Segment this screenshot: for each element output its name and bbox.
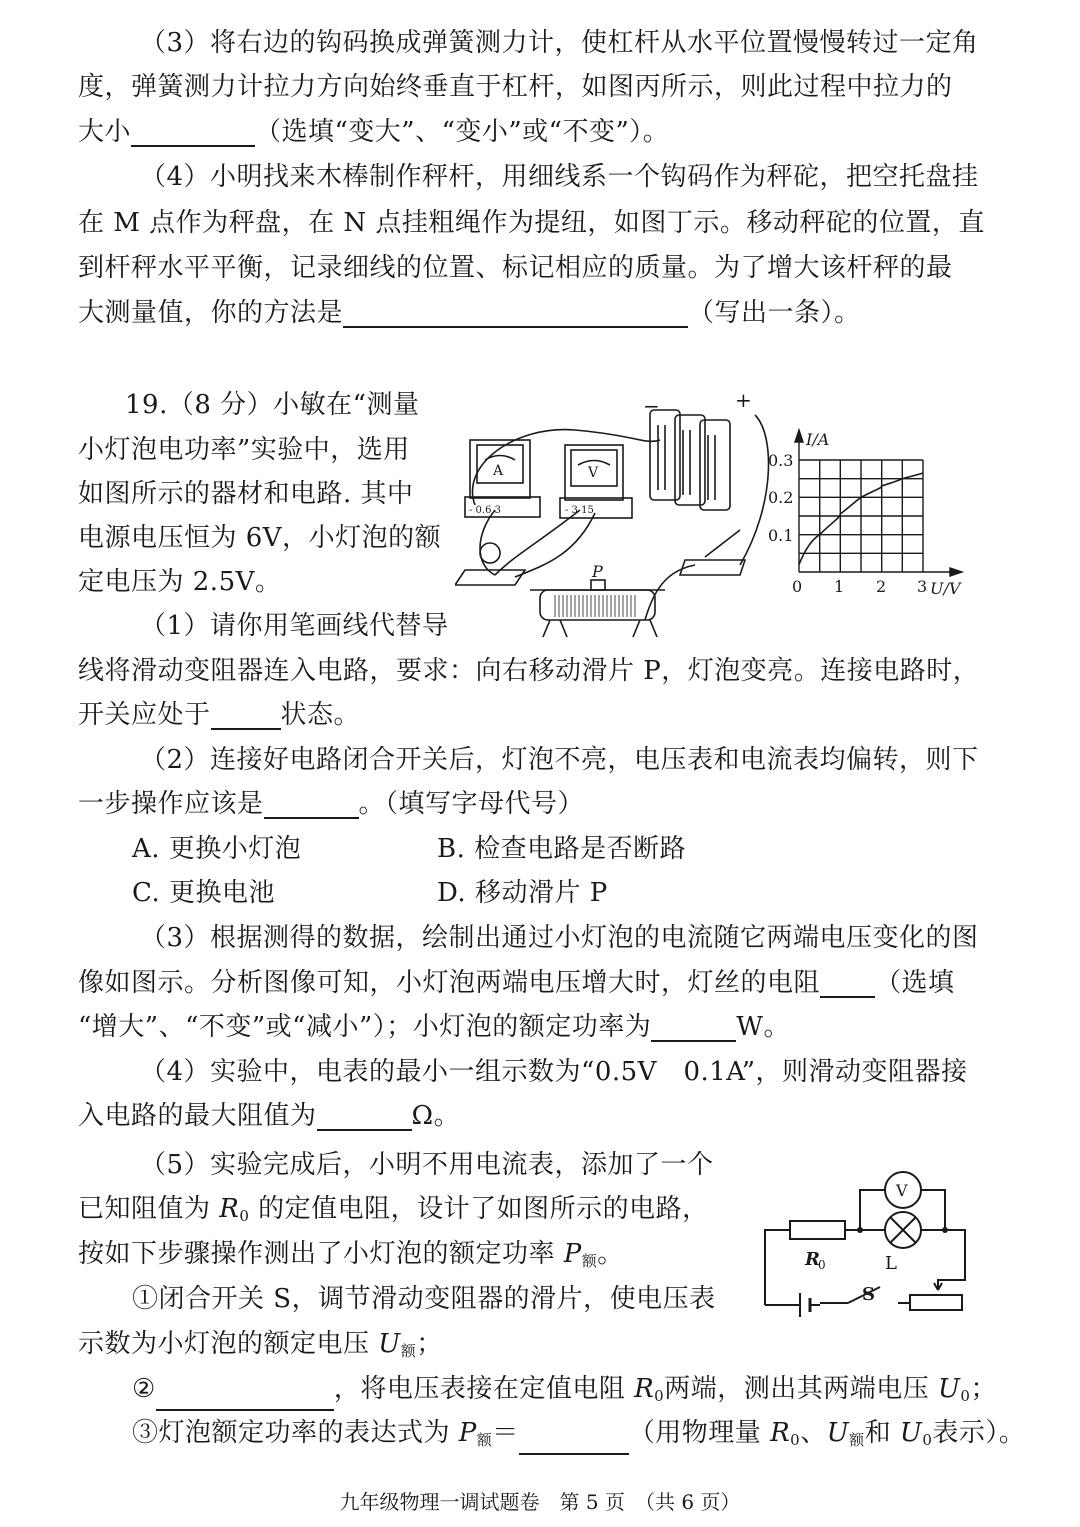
text: “增大”、“不变”或“减小”）；小灯泡的额定功率为 [78, 1012, 652, 1042]
text: （用物理量 [628, 1418, 771, 1448]
symbol-u: U [378, 1329, 401, 1359]
answer-blank[interactable] [651, 1016, 736, 1042]
subscript: 0 [239, 1207, 250, 1225]
q18-p3-line3 [78, 117, 669, 147]
answer-blank[interactable] [820, 972, 875, 998]
text: 大小 [78, 117, 132, 147]
option-c: C. 更换电池 [132, 878, 275, 908]
q19-intro-5: 定电压为 2.5V。 [78, 567, 282, 597]
x-tick: 2 [876, 577, 887, 596]
text: 表示）。 [932, 1418, 1026, 1448]
q19-p3-line1: （3）根据测得的数据，绘制出通过小灯泡的电流随它两端电压变化的图 [140, 923, 979, 953]
y-tick: 0.1 [768, 526, 794, 545]
answer-blank[interactable] [264, 793, 359, 819]
answer-blank[interactable] [519, 1429, 629, 1455]
text: 、 [800, 1418, 827, 1448]
q19-p5-step1-line2 [78, 1329, 443, 1366]
text: （选填“变大”、“变小”或“不变”）。 [255, 117, 670, 147]
q19-p5-step2 [132, 1374, 997, 1411]
circuit-diagram [760, 1165, 975, 1325]
q19-p1-line3 [78, 700, 360, 730]
symbol-r: R [219, 1194, 240, 1224]
symbol-p: P [458, 1418, 477, 1448]
symbol-u: U [826, 1418, 850, 1448]
text: 开关应处于 [78, 700, 211, 730]
lamp-label: L [885, 1253, 897, 1274]
symbol-u: U [937, 1374, 961, 1404]
text: 。 [597, 1239, 624, 1269]
subscript: 0 [960, 1387, 971, 1405]
q19-p2-line1: （2）连接好电路闭合开关后，灯泡不亮，电压表和电流表均偏转，则下 [140, 745, 979, 775]
text: 一步操作应该是 [78, 789, 264, 819]
q19-intro-1: 19.（8 分）小敏在“测量 [125, 390, 420, 420]
text: 和 [864, 1418, 900, 1448]
q19-intro-2: 小灯泡电功率”实验中，选用 [78, 435, 410, 465]
q19-p5-line3 [78, 1239, 624, 1276]
y-tick: 0.2 [768, 488, 794, 507]
answer-blank[interactable] [131, 121, 255, 147]
text: 像如图示。分析图像可知，小灯泡两端电压增大时，灯丝的电阻 [78, 968, 821, 998]
option-a: A. 更换小灯泡 [132, 834, 302, 864]
ammeter-label: A [493, 463, 504, 479]
y-axis-label: I/A [806, 430, 830, 449]
text: ，将电压表接在定值电阻 [333, 1374, 635, 1404]
subscript: 额 [476, 1431, 493, 1449]
x-tick: 0 [792, 577, 803, 596]
ammeter-terminals: - 0.6 3 [469, 505, 502, 516]
q18-p4-line2: 在 M 点作为秤盘，在 N 点挂粗绳作为提纽，如图丁示。移动秤砣的位置，直 [78, 208, 985, 238]
symbol-u: U [899, 1418, 923, 1448]
answer-blank[interactable] [343, 302, 688, 328]
q19-intro-4: 电源电压恒为 6V，小灯泡的额 [78, 523, 442, 553]
subscript: 0 [654, 1387, 665, 1405]
voltmeter-terminals: - 3 15 [565, 505, 594, 516]
q19-p1-line2: 线将滑动变阻器连入电路，要求：向右移动滑片 P，灯泡变亮。连接电路时， [78, 656, 980, 686]
subscript: 额 [849, 1431, 865, 1449]
text: Ω。 [411, 1101, 461, 1131]
subscript: 0 [790, 1431, 801, 1449]
text: 入电路的最大阻值为 [78, 1101, 317, 1131]
q18-p3-line1: （3）将右边的钩码换成弹簧测力计，使杠杆从水平位置慢慢转过一定角 [140, 28, 979, 58]
q19-p3-line2 [78, 968, 955, 998]
text: 的定值电阻，设计了如图所示的电路， [249, 1194, 709, 1224]
text: 示数为小灯泡的额定电压 [78, 1329, 379, 1359]
option-d: D. 移动滑片 P [437, 878, 608, 908]
subscript: 0 [922, 1431, 933, 1449]
voltmeter-label: V [588, 465, 599, 481]
q18-p4-line4 [78, 298, 861, 328]
resistor-label: R [805, 1249, 820, 1270]
text: 按如下步骤操作测出了小灯泡的额定功率 [78, 1239, 564, 1269]
resistor-sub: 0 [818, 1258, 826, 1272]
apparatus-figure [455, 385, 775, 640]
q19-p3-line3 [78, 1012, 790, 1042]
q19-intro-3: 如图所示的器材和电路. 其中 [78, 479, 414, 509]
q19-p5-line1: （5）实验完成后，小明不用电流表，添加了一个 [140, 1150, 714, 1180]
text: 状态。 [280, 700, 361, 730]
page-footer: 九年级物理一调试题卷 第 5 页 （共 6 页） [339, 1490, 741, 1514]
q18-p4-line3: 到杆秤水平平衡，记录细线的位置、标记相应的质量。为了增大该杆秤的最 [78, 253, 953, 283]
q19-p2-line2 [78, 789, 584, 819]
battery-minus: − [643, 394, 660, 418]
y-tick: 0.3 [768, 451, 794, 470]
text: 大测量值，你的方法是 [78, 298, 344, 328]
symbol-p: P [563, 1239, 582, 1269]
switch-label: S [862, 1284, 875, 1305]
text: （写出一条）。 [688, 298, 861, 328]
symbol-r: R [770, 1418, 791, 1448]
iu-chart [762, 420, 982, 600]
answer-blank[interactable] [317, 1105, 412, 1131]
x-axis-label: U/V [930, 579, 961, 598]
symbol-r: R [634, 1374, 655, 1404]
answer-blank[interactable] [211, 704, 281, 730]
text: （选填 [875, 968, 955, 998]
q19-p5-step1-line1: ①闭合开关 S，调节滑动变阻器的滑片，使电压表 [132, 1284, 716, 1314]
subscript: 额 [400, 1342, 417, 1360]
q19-p1-line1: （1）请你用笔画线代替导 [140, 611, 449, 641]
q19-p4-line1: （4）实验中，电表的最小一组示数为“0.5V 0.1A”，则滑动变阻器接 [140, 1057, 968, 1087]
q19-p5-line2 [78, 1194, 709, 1231]
text: ； [416, 1329, 443, 1359]
text: ③灯泡额定功率的表达式为 [132, 1418, 459, 1448]
text: 已知阻值为 [78, 1194, 220, 1224]
text: 。（填写字母代号） [358, 789, 585, 819]
text: ② [132, 1374, 156, 1404]
option-b: B. 检查电路是否断路 [437, 834, 687, 864]
text: ＝ [492, 1418, 519, 1448]
voltmeter-symbol: V [896, 1181, 908, 1200]
battery-plus: + [735, 388, 752, 412]
subscript: 额 [581, 1252, 598, 1270]
text: ； [970, 1374, 997, 1404]
x-tick: 3 [917, 577, 928, 596]
resistor-r0 [790, 1221, 845, 1239]
text: 两端，测出其两端电压 [664, 1374, 938, 1404]
text: W。 [736, 1012, 790, 1042]
x-tick: 1 [834, 577, 845, 596]
q18-p3-line2: 度，弹簧测力计拉力方向始终垂直于杠杆，如图丙所示，则此过程中拉力的 [78, 72, 953, 102]
slider-label: P [592, 562, 603, 581]
answer-blank[interactable] [156, 1385, 334, 1411]
q19-p4-line2 [78, 1101, 460, 1131]
q19-p5-step3 [132, 1418, 1025, 1455]
q18-p4-line1: （4）小明找来木棒制作秤杆，用细线系一个钩码作为秤砣，把空托盘挂 [140, 162, 979, 192]
